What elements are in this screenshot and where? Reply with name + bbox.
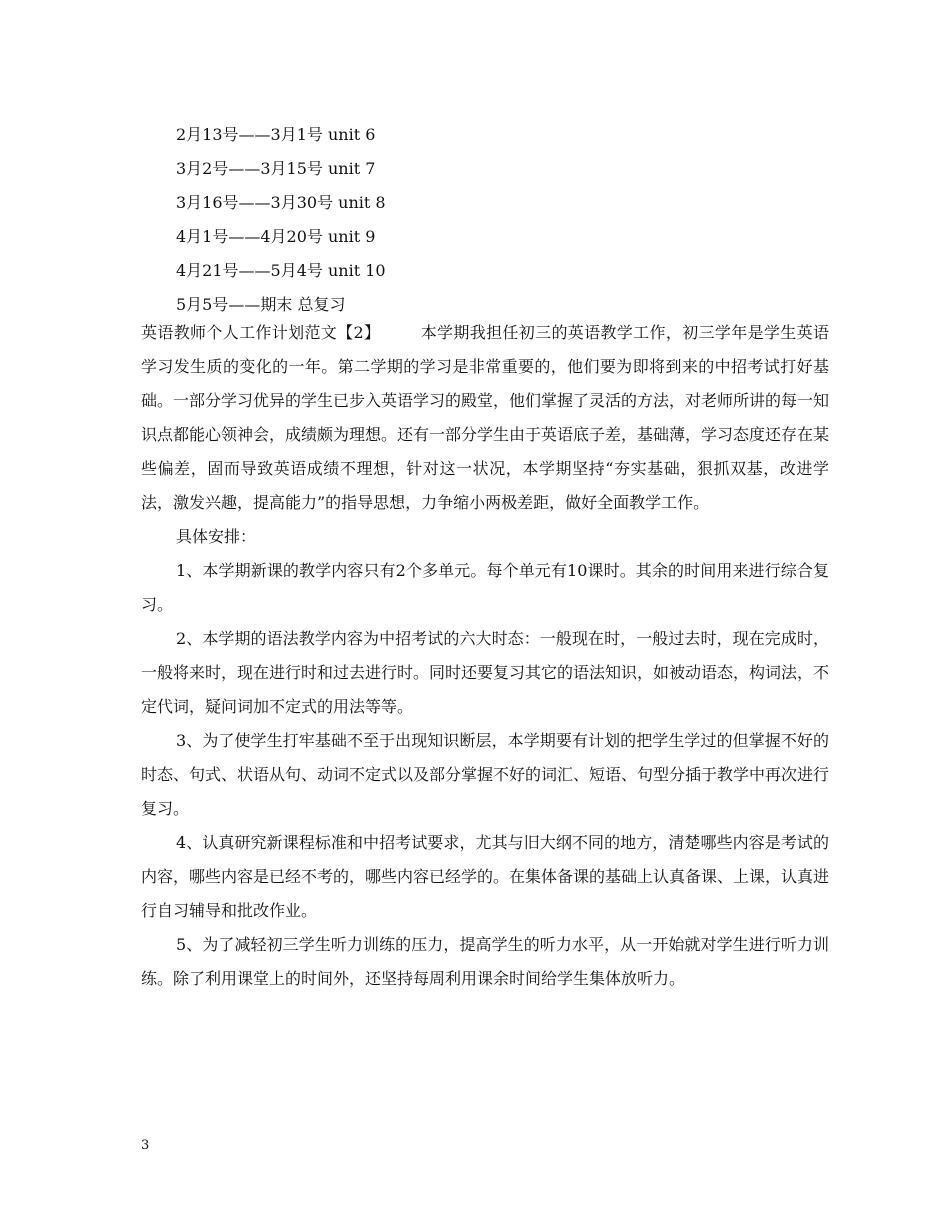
unit-schedule xyxy=(176,118,386,322)
schedule-line-unit-8: 3月16号——3月30号 unit 8 xyxy=(176,193,386,212)
document-body xyxy=(141,316,829,996)
schedule-line-unit-7: 3月2号——3月15号 unit 7 xyxy=(176,159,376,178)
schedule-line-final-review: 5月5号——期末 总复习 xyxy=(176,295,346,314)
arrangement-item-4: 4、认真研究新课程标准和中招考试要求，尤其与旧大纲不同的地方，清楚哪些内容是考试的内容，哪些内容是已经不考的，哪些内容已经学的。在集体备课的基础上认真备课、上课，认真进行自习辅导和批改作业。 xyxy=(141,833,830,920)
schedule-line-unit-9: 4月1号——4月20号 unit 9 xyxy=(176,227,376,246)
schedule-line-unit-10: 4月21号——5月4号 unit 10 xyxy=(176,261,386,280)
section-title: 英语教师个人工作计划范文【2】 xyxy=(141,323,381,342)
intro-paragraph xyxy=(141,316,829,520)
intro-text: 本学期我担任初三的英语教学工作，初三学年是学生英语学习发生质的变化的一年。第二学期的学习是非常重要的，他们要为即将到来的中招考试打好基础。一部分学习优异的学生已步入英语学习的殿堂，他们掌握了灵活的方法，对老师所讲的每一知识点都能心领神会，成绩颇为理想。还有一部分学生由于英语底子差，基础薄，学习态度还存在某些偏差，固而导致英语成绩不理想，针对这一状况，本学期坚持“夯实基础，狠抓双基，改进学法，激发兴趣，提高能力”的指导思想，力争缩小两极差距，做好全面教学工作。 xyxy=(141,323,830,512)
arrangement-item-2: 2、本学期的语法教学内容为中招考试的六大时态：一般现在时，一般过去时，现在完成时，一般将来时，现在进行时和过去进行时。同时还要复习其它的语法知识，如被动语态，构词法，不定代词，疑问词加不定式的用法等等。 xyxy=(141,629,830,716)
arrangement-item-3: 3、为了使学生打牢基础不至于出现知识断层，本学期要有计划的把学生学过的但掌握不好的时态、句式、状语从句、动词不定式以及部分掌握不好的词汇、短语、句型分插于教学中再次进行复习。 xyxy=(141,731,830,818)
schedule-line-unit-6: 2月13号——3月1号 unit 6 xyxy=(176,125,376,144)
arrangement-item-5: 5、为了减轻初三学生听力训练的压力，提高学生的听力水平，从一开始就对学生进行听力训练。除了利用课堂上的时间外，还坚持每周利用课余时间给学生集体放听力。 xyxy=(141,935,829,988)
page-number: 3 xyxy=(141,1138,150,1153)
arrangement-heading: 具体安排： xyxy=(176,527,257,546)
arrangement-item-1: 1、本学期新课的教学内容只有2个多单元。每个单元有10课时。其余的时间用来进行综合复习。 xyxy=(141,561,829,614)
